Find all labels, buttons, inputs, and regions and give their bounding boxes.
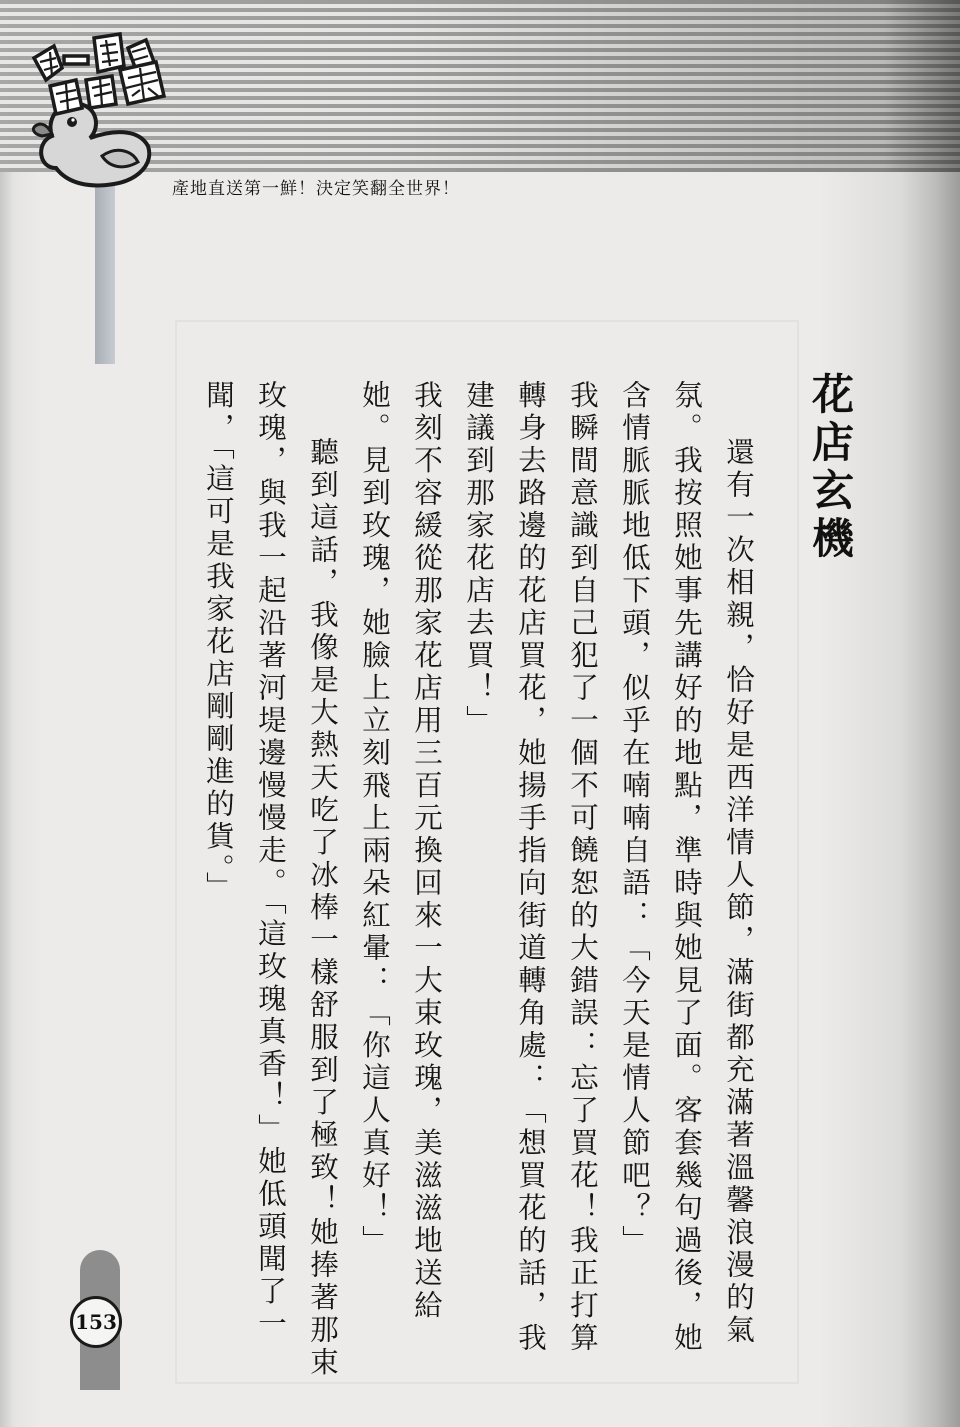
page-number: 153 <box>70 1296 122 1348</box>
paragraph-1: 還有一次相親，恰好是西洋情人節，滿街都充滿著溫馨浪漫的氣氛。我按照她事先講好的地點，準時與她見了面。客套幾句過後，她含情脈脈地低下頭，似乎在喃喃自語：「今天是情人節吧？」 <box>618 380 755 1355</box>
chapter-title: 花店玄機 <box>806 372 855 564</box>
paragraph-2: 我瞬間意識到自己犯了一個不可饒恕的大錯誤：忘了買花！我正打算轉身去路邊的花店買花，她揚手指向街道轉角處：「想買花的話，我建議到那家花店去買！」 <box>462 380 599 1355</box>
paragraph-3: 我刻不容緩從那家花店用三百元換回來一大束玫瑰，美滋滋地送給她。見到玫瑰，她臉上立刻飛上兩朵紅暈：「你這人真好！」 <box>358 380 443 1323</box>
body-text <box>204 380 764 1380</box>
paragraph-4: 聽到這話，我像是大熱天吃了冰棒一樣舒服到了極致！她捧著那束玫瑰，與我一起沿著河堤邊慢慢走。「這玫瑰真香！」她低頭聞了一聞，「這可是我家花店剛剛進的貨。」 <box>202 380 339 1380</box>
side-tab-strip <box>95 172 115 364</box>
series-tagline: 產地直送第一鮮！決定笑翻全世界！ <box>172 179 460 199</box>
duck-logo <box>28 18 178 198</box>
